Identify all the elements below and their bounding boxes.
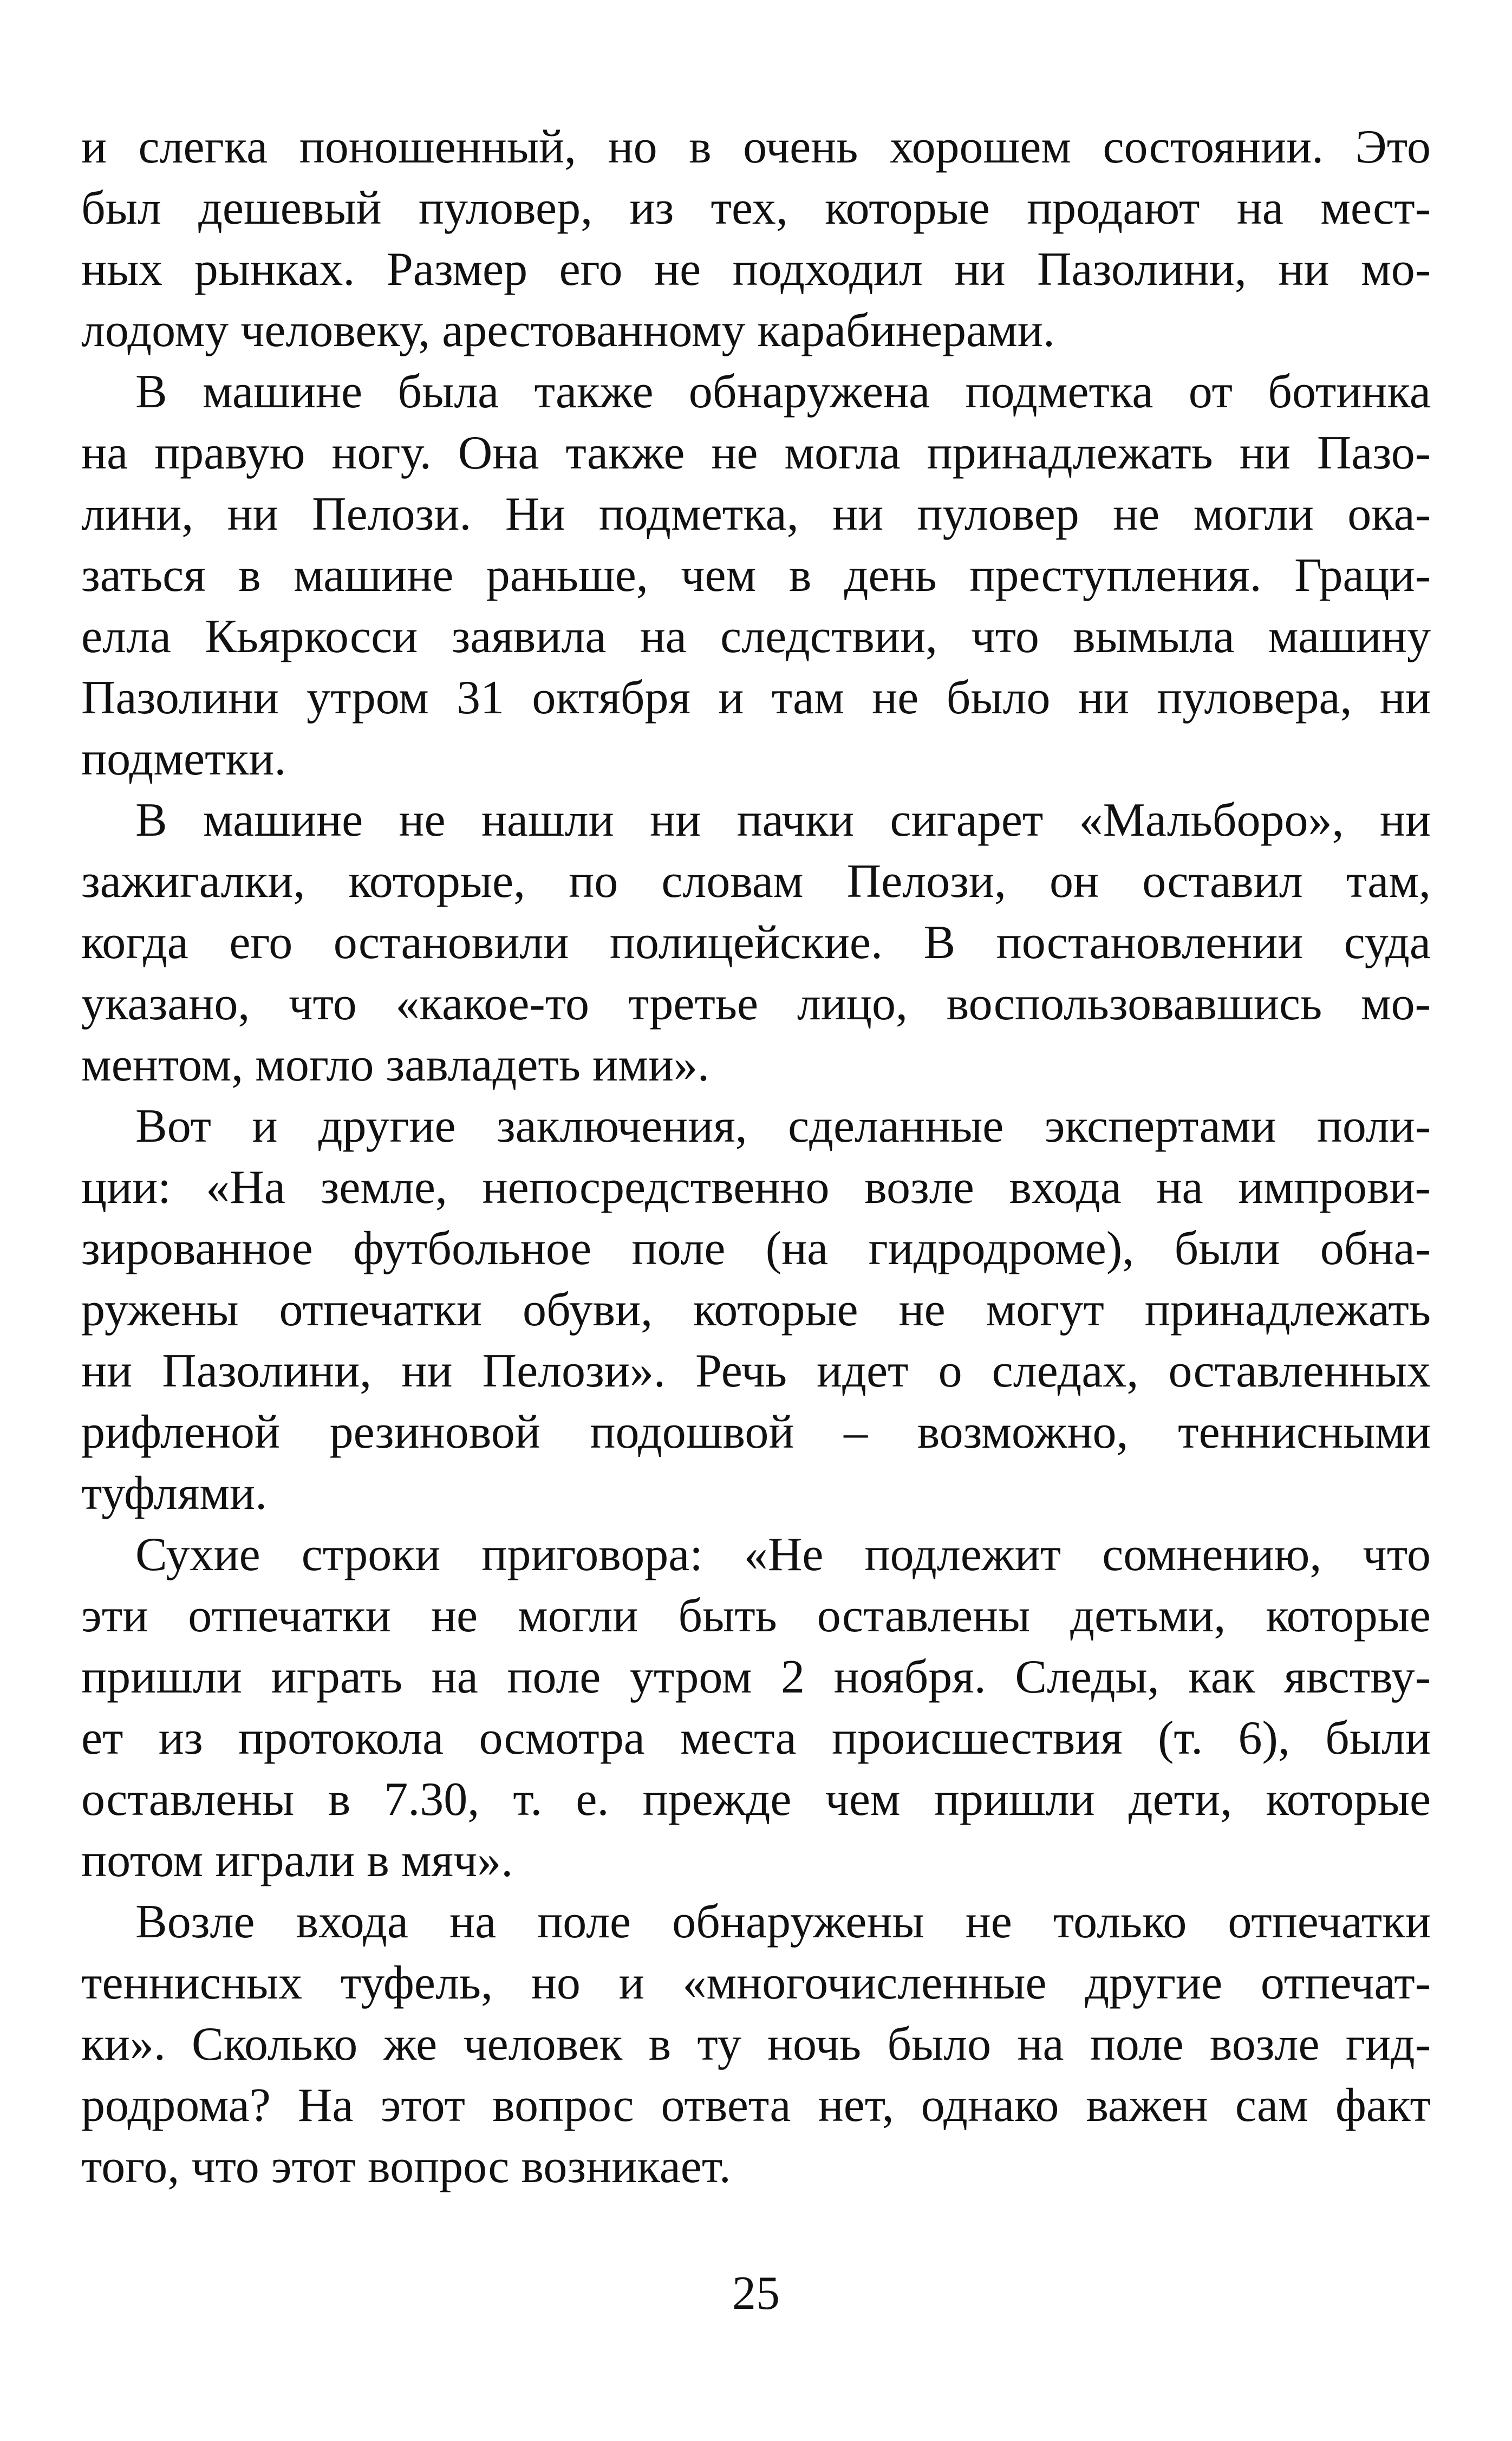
text-line: эти отпечатки не могли быть оставлены детьми, которые (81, 1590, 1431, 1642)
text-line: туфлями. (81, 1467, 268, 1520)
text-line: рифленой резиновой подошвой – возможно, теннисными (81, 1406, 1431, 1459)
text-line: В машине была также обнаружена подметка от ботинка (135, 366, 1431, 418)
text-line: лини, ни Пелози. Ни подметка, ни пуловер не могли ока- (81, 488, 1431, 541)
text-line: теннисных туфель, но и «многочисленные другие отпечат- (81, 1957, 1431, 2009)
text-line: елла Кьяркосси заявила на следствии, что вымыла машину (81, 610, 1431, 663)
text-line: ружены отпечатки обуви, которые не могут принадлежать (81, 1284, 1431, 1336)
paragraph-2 (81, 361, 1431, 790)
text-line: потом играли в мяч». (81, 1834, 513, 1887)
paragraph-1 (81, 116, 1431, 361)
text-line: ных рынках. Размер его не подходил ни Пазолини, ни мо- (81, 243, 1431, 296)
text-line: лодому человеку, арестованному карабинерами. (81, 304, 1055, 357)
paragraph-4 (81, 1096, 1431, 1524)
paragraph-3 (81, 790, 1431, 1096)
text-line: оставлены в 7.30, т. е. прежде чем пришли дети, которые (81, 1773, 1431, 1826)
paragraph-6 (81, 1891, 1431, 2197)
text-line: того, что этот вопрос возникает. (81, 2140, 731, 2193)
text-line: был дешевый пуловер, из тех, которые продают на мест- (81, 182, 1431, 235)
text-line: Вот и другие заключения, сделанные экспертами поли- (135, 1100, 1431, 1153)
text-line: ни Пазолини, ни Пелози». Речь идет о следах, оставленных (81, 1345, 1431, 1397)
text-line: родрома? На этот вопрос ответа нет, однако важен сам факт (81, 2079, 1431, 2132)
text-line: когда его остановили полицейские. В постановлении суда (81, 916, 1431, 969)
text-line: ментом, могло завладеть ими». (81, 1039, 709, 1091)
text-line: подметки. (81, 733, 286, 785)
text-line: указано, что «какое-то третье лицо, воспользовавшись мо- (81, 978, 1431, 1030)
text-line: и слегка поношенный, но в очень хорошем состоянии. Это (81, 121, 1431, 173)
text-line: зированное футбольное поле (на гидродроме), были обна- (81, 1222, 1431, 1275)
text-line: зажигалки, которые, по словам Пелози, он оставил там, (81, 855, 1431, 908)
text-line: В машине не нашли ни пачки сигарет «Мальборо», ни (135, 794, 1431, 847)
text-line: заться в машине раньше, чем в день преступления. Граци- (81, 549, 1431, 602)
text-line: ет из протокола осмотра места происшествия (т. 6), были (81, 1712, 1431, 1765)
page-number: 25 (732, 2267, 780, 2320)
body-text (81, 116, 1431, 2197)
text-line: Сухие строки приговора: «Не подлежит сомнению, что (135, 1528, 1431, 1581)
text-line: на правую ногу. Она также не могла принадлежать ни Пазо- (81, 427, 1431, 479)
text-line: ции: «На земле, непосредственно возле входа на импрови- (81, 1161, 1431, 1214)
text-line: ки». Сколько же человек в ту ночь было на поле возле гид- (81, 2018, 1431, 2071)
paragraph-5 (81, 1524, 1431, 1891)
text-line: Возле входа на поле обнаружены не только отпечатки (135, 1896, 1431, 1948)
text-line: пришли играть на поле утром 2 ноября. Следы, как явству- (81, 1651, 1431, 1703)
text-line: Пазолини утром 31 октября и там не было ни пуловера, ни (81, 672, 1431, 724)
